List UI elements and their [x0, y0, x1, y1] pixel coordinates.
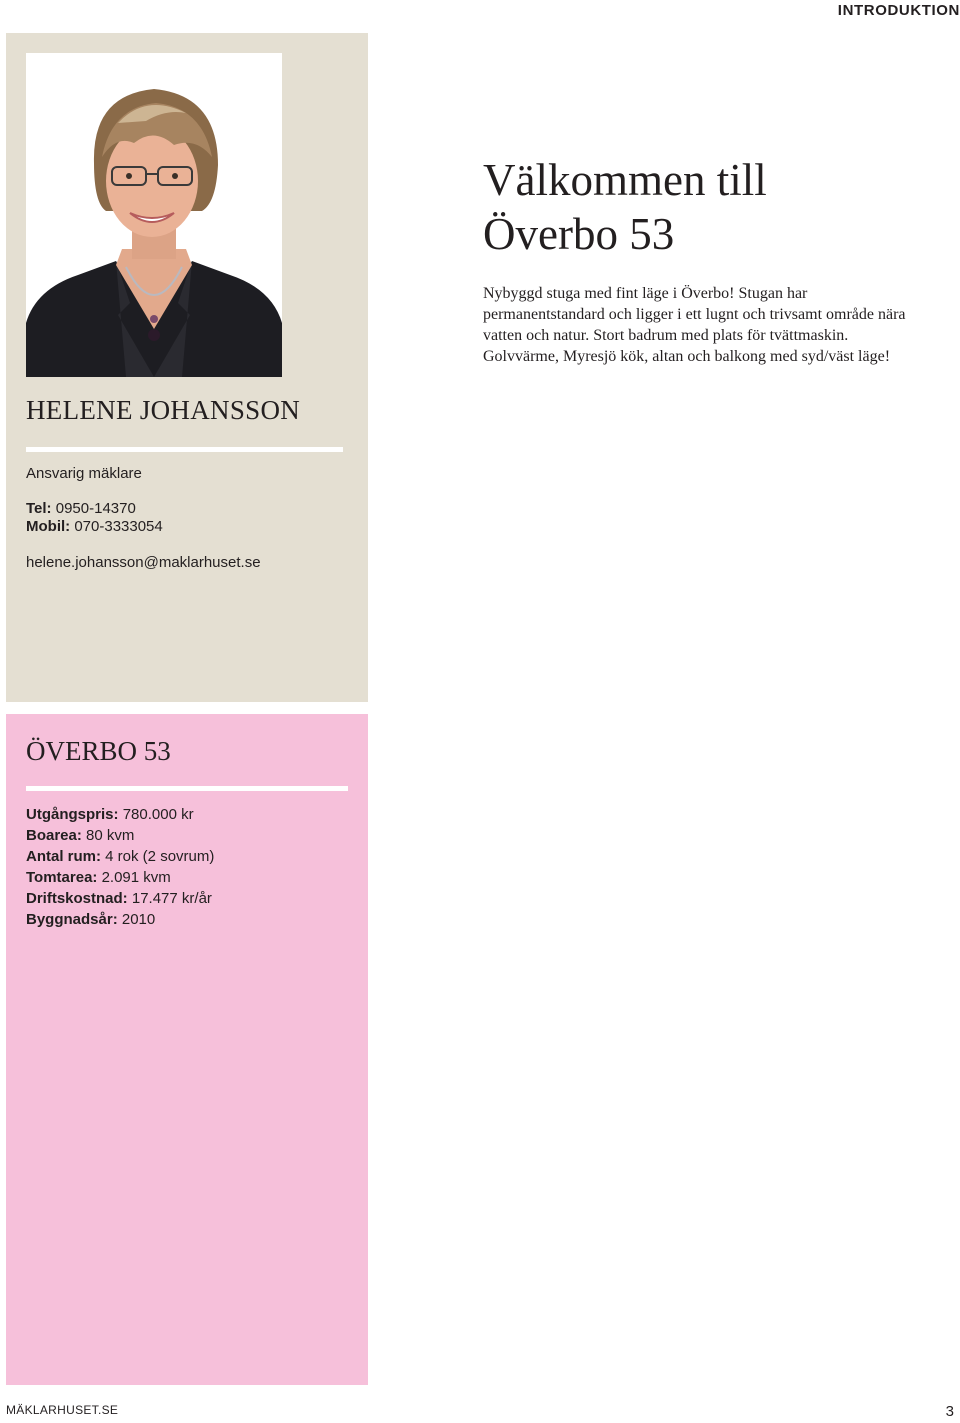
intro-body: Nybyggd stuga med fint läge i Överbo! Stugan har permanentstandard och ligger i ett lugnt och trivsamt område nära vatten och natur. Stort badrum med plats för tvättmaskin. Golvvärme, Myresjö kök, altan och balkong med syd/väst läge!	[483, 285, 906, 365]
agent-mobile[interactable]	[26, 518, 163, 535]
fact-item	[26, 909, 214, 930]
fact-value: 4 rok (2 sovrum)	[105, 848, 215, 865]
fact-label: Byggnadsår:	[26, 911, 118, 928]
agent-email[interactable]: helene.johansson@maklarhuset.se	[26, 554, 261, 571]
agent-phone[interactable]	[26, 500, 136, 517]
phone-value: 0950-14370	[55, 500, 136, 517]
footer-site[interactable]: MÄKLARHUSET.SE	[6, 1403, 119, 1417]
fact-value: 80 kvm	[86, 827, 135, 844]
fact-item	[26, 846, 214, 867]
fact-value: 17.477 kr/år	[131, 890, 212, 907]
facts-divider	[26, 786, 348, 791]
facts-title: ÖVERBO 53	[26, 736, 171, 766]
section-label: INTRODUKTION	[837, 2, 960, 19]
fact-value: 2.091 kvm	[101, 869, 171, 886]
fact-item	[26, 804, 214, 825]
agent-name: HELENE JOHANSSON	[26, 395, 301, 425]
intro-title	[483, 153, 923, 261]
mobile-value: 070-3333054	[74, 518, 163, 535]
facts-panel	[6, 714, 368, 1385]
intro-title-line-1: Välkommen till	[483, 155, 767, 205]
phone-label: Tel:	[26, 500, 52, 517]
fact-item	[26, 888, 214, 909]
agent-photo	[26, 53, 282, 377]
fact-item	[26, 867, 214, 888]
fact-label: Antal rum:	[26, 848, 101, 865]
mobile-label: Mobil:	[26, 518, 71, 535]
fact-value: 2010	[121, 911, 156, 928]
agent-panel	[6, 33, 368, 702]
fact-label: Utgångspris:	[26, 806, 119, 823]
page-number: 3	[945, 1403, 954, 1420]
fact-value: 780.000 kr	[122, 806, 194, 823]
fact-label: Boarea:	[26, 827, 82, 844]
intro-title-line-2: Överbo 53	[483, 209, 675, 259]
facts-list	[26, 804, 214, 930]
fact-label: Driftskostnad:	[26, 890, 128, 907]
portrait-illustration	[26, 53, 282, 377]
agent-divider	[26, 447, 343, 452]
agent-role: Ansvarig mäklare	[26, 465, 142, 482]
fact-item	[26, 825, 214, 846]
fact-label: Tomtarea:	[26, 869, 98, 886]
intro-section	[483, 153, 923, 367]
